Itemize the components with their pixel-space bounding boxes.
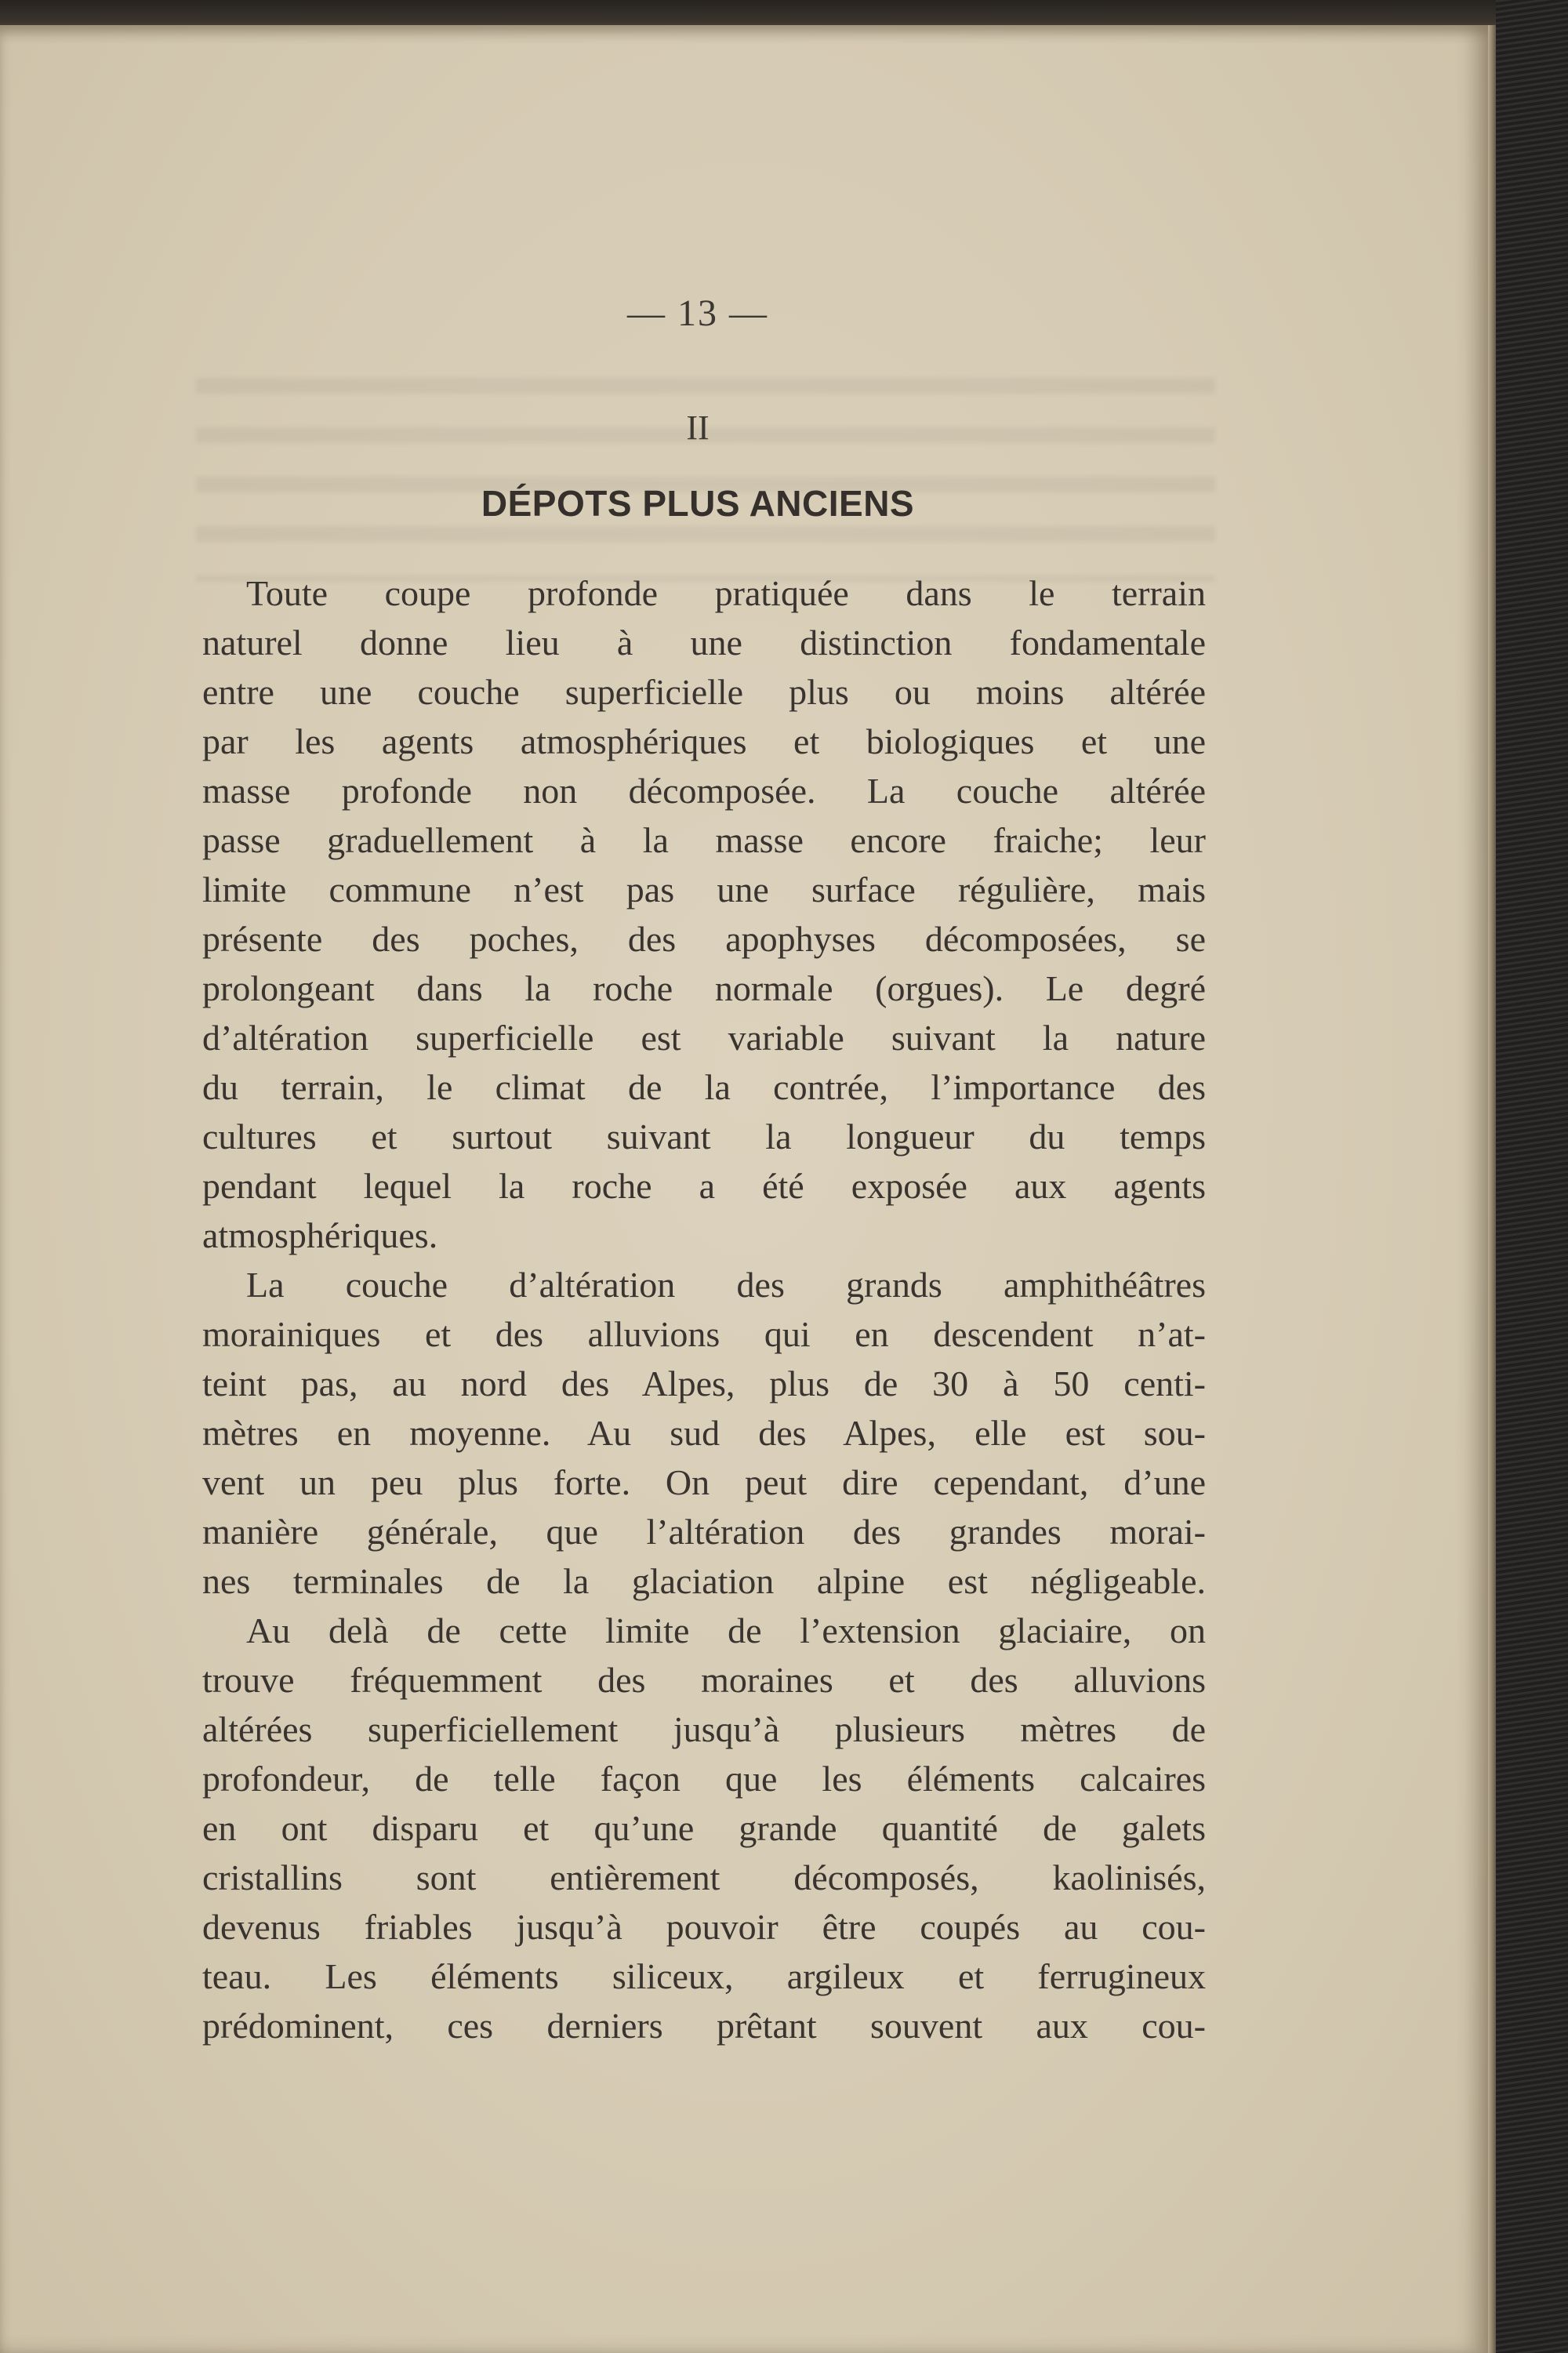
- text-line: en ont disparu et qu’une grande quantité de galets: [202, 1808, 1206, 1848]
- text-line: manière générale, que l’altération des grandes morai-: [202, 1512, 1206, 1552]
- section-number: II: [686, 409, 710, 447]
- text-line: limite commune n’est pas une surface régulière, mais: [202, 870, 1206, 910]
- book-page: [0, 25, 1488, 2353]
- text-line: vent un peu plus forte. On peut dire cependant, d’une: [202, 1462, 1206, 1502]
- text-line: prolongeant dans la roche normale (orgues). Le degré: [202, 968, 1206, 1008]
- text-line: pendant lequel la roche a été exposée aux agents: [202, 1166, 1206, 1206]
- text-line: La couche d’altération des grands amphithéâtres: [246, 1265, 1206, 1305]
- text-line: passe graduellement à la masse encore fraiche; leur: [202, 820, 1206, 860]
- text-line: Au delà de cette limite de l’extension glaciaire, on: [246, 1610, 1206, 1650]
- page-number: — 13 —: [627, 292, 768, 334]
- text-line: d’altération superficielle est variable suivant la nature: [202, 1018, 1206, 1058]
- text-line: mètres en moyenne. Au sud des Alpes, elle est sou-: [202, 1413, 1206, 1453]
- section-title: DÉPOTS PLUS ANCIENS: [481, 483, 915, 524]
- text-line: par les agents atmosphériques et biologiques et une: [202, 721, 1206, 761]
- text-line: cristallins sont entièrement décomposés, kaolinisés,: [202, 1857, 1206, 1897]
- text-line: profondeur, de telle façon que les éléments calcaires: [202, 1759, 1206, 1799]
- text-line: devenus friables jusqu’à pouvoir être coupés au cou-: [202, 1907, 1206, 1947]
- text-line: naturel donne lieu à une distinction fondamentale: [202, 623, 1206, 663]
- text-line: du terrain, le climat de la contrée, l’importance des: [202, 1067, 1206, 1107]
- text-line: morainiques et des alluvions qui en descendent n’at-: [202, 1314, 1206, 1354]
- text-line: nes terminales de la glaciation alpine est négligeable.: [202, 1561, 1206, 1601]
- text-line: altérées superficiellement jusqu’à plusieurs mètres de: [202, 1709, 1206, 1749]
- text-line: Toute coupe profonde pratiquée dans le terrain: [246, 573, 1206, 613]
- text-line: cultures et surtout suivant la longueur du temps: [202, 1117, 1206, 1157]
- book-binding: [1496, 0, 1568, 2353]
- text-line: atmosphériques.: [202, 1215, 438, 1255]
- text-line: entre une couche superficielle plus ou moins altérée: [202, 672, 1206, 712]
- text-line: masse profonde non décomposée. La couche altérée: [202, 771, 1206, 811]
- text-line: prédominent, ces derniers prêtant souvent aux cou-: [202, 2006, 1206, 2046]
- text-line: présente des poches, des apophyses décomposées, se: [202, 919, 1206, 959]
- text-line: teint pas, au nord des Alpes, plus de 30 à 50 centi-: [202, 1364, 1206, 1403]
- text-line: teau. Les éléments siliceux, argileux et ferrugineux: [202, 1956, 1206, 1996]
- text-line: trouve fréquemment des moraines et des alluvions: [202, 1660, 1206, 1700]
